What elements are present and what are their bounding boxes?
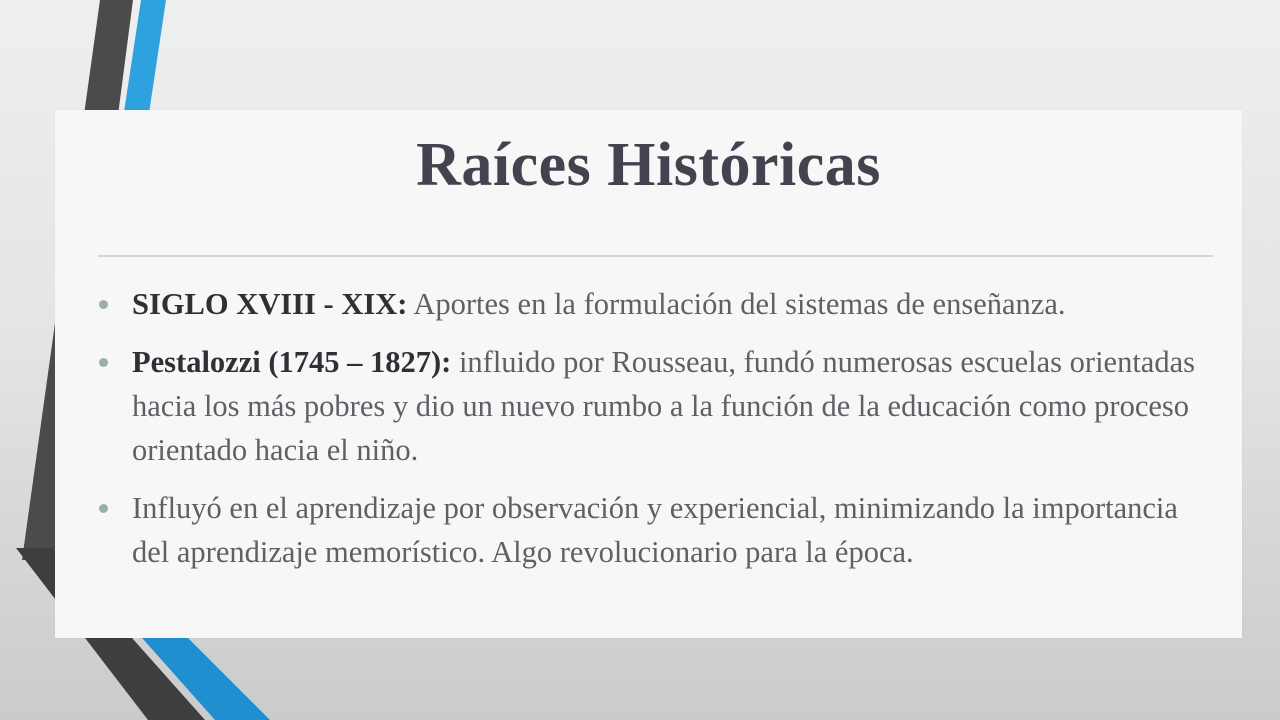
bullet-dot: [99, 300, 108, 309]
bullet-text: Aportes en la formulación del sistemas de enseñanza.: [407, 287, 1066, 321]
title-divider: [98, 255, 1213, 257]
slide-title: Raíces Históricas: [416, 131, 881, 199]
bullet-item-pestalozzi: [95, 340, 1215, 472]
bullet-item-siglo: [95, 282, 1215, 326]
bullet-dot: [99, 504, 108, 513]
slide-content-panel: [55, 110, 1242, 638]
bullet-label: Pestalozzi (1745 – 1827):: [132, 345, 452, 379]
bullet-list: [95, 282, 1215, 574]
bullet-text: Influyó en el aprendizaje por observación y experiencial, minimizando la importancia del aprendizaje memorístico. Algo revolucionario para la época.: [132, 491, 1178, 569]
bullet-label: SIGLO XVIII - XIX:: [132, 287, 408, 321]
bullet-item-influyo: [95, 486, 1215, 574]
bullet-text: influido por Rousseau, fundó numerosas escuelas orientadas hacia los más pobres y dio un nuevo rumbo a la función de la educación como proceso orientado hacia el niño.: [132, 345, 1196, 467]
bullet-dot: [99, 358, 108, 367]
